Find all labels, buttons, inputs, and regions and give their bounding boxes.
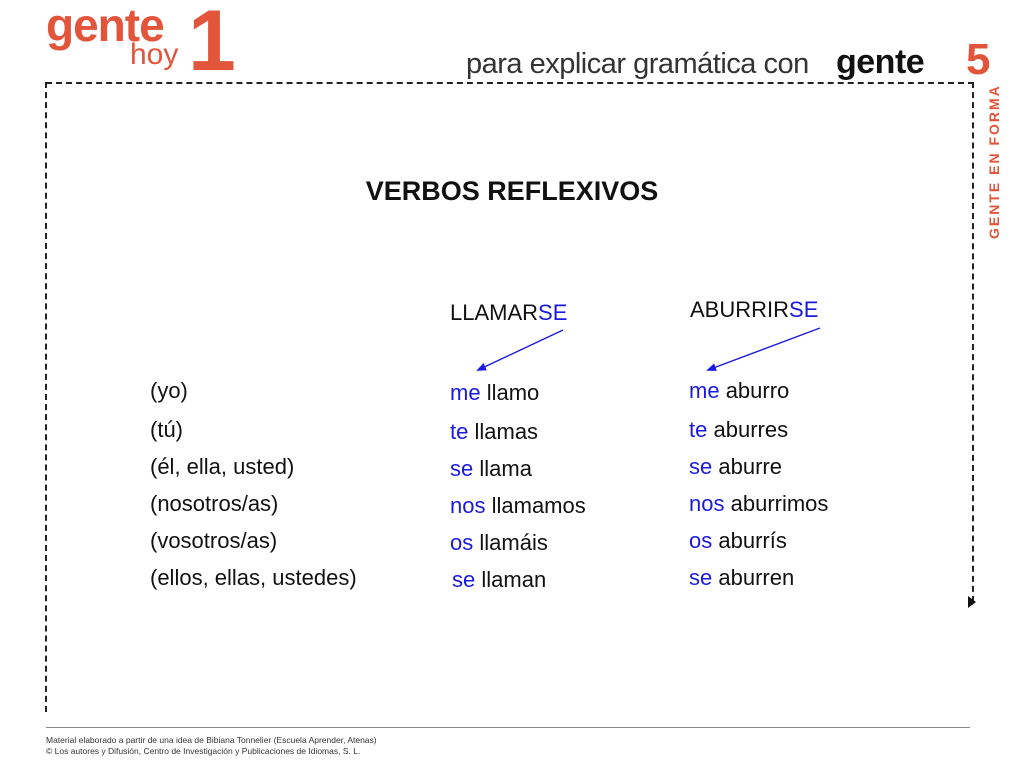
- pronoun-label: (vosotros/as): [150, 528, 278, 553]
- reflexive-pronoun: me: [689, 378, 720, 403]
- aburrirse-form: [689, 528, 787, 554]
- reflexive-pronoun: nos: [689, 491, 725, 516]
- conjugated-verb: llaman: [481, 567, 547, 592]
- pronoun-label: (yo): [150, 378, 188, 403]
- reflexive-pronoun: nos: [450, 493, 486, 518]
- llamarse-form: [452, 567, 546, 593]
- unit-number: 5: [966, 35, 991, 84]
- page-title: VERBOS REFLEXIVOS: [365, 176, 659, 206]
- conjugated-verb: aburren: [718, 565, 795, 590]
- llamarse-form: [450, 530, 548, 556]
- logo-gente: gente: [46, 0, 164, 51]
- logo-number: 1: [188, 0, 236, 89]
- reflexive-pronoun: me: [450, 380, 481, 405]
- aburrirse-form: [689, 491, 828, 517]
- conjugated-verb: aburro: [725, 378, 790, 403]
- verb-stem: LLAMAR: [450, 300, 539, 325]
- footer-credits: [46, 735, 377, 757]
- footer-divider: [46, 727, 970, 728]
- llamarse-form: [450, 419, 538, 445]
- pronoun-label: (nosotros/as): [150, 491, 279, 516]
- logo-hoy: hoy: [130, 38, 179, 71]
- aburrirse-form: [689, 454, 782, 480]
- aburrirse-form: [689, 565, 794, 591]
- conjugated-verb: aburrimos: [730, 491, 829, 516]
- reflexive-pronoun: se: [452, 567, 476, 592]
- conjugated-verb: llamamos: [491, 493, 586, 518]
- reflexive-pronoun: te: [689, 417, 708, 442]
- conjugated-verb: llama: [479, 456, 532, 481]
- aburrirse-form: [689, 417, 788, 443]
- reflexive-pronoun: os: [450, 530, 474, 555]
- arrow-llamarse: [478, 330, 563, 370]
- conjugated-verb: aburrís: [718, 528, 787, 553]
- conjugated-verb: llamas: [474, 419, 539, 444]
- conjugated-verb: aburres: [713, 417, 789, 442]
- conjugated-verb: aburre: [718, 454, 782, 479]
- pronoun-label: (ellos, ellas, ustedes): [150, 565, 357, 590]
- reflexive-pronoun: se: [450, 456, 474, 481]
- verb-stem: ABURRIR: [690, 297, 790, 322]
- side-section-label: GENTE EN FORMA: [986, 84, 1002, 239]
- footer-line-2: © Los autores y Difusión, Centro de Investigación y Publicaciones de Idiomas, S. L.: [46, 746, 361, 756]
- header-tagline-brand: gente: [836, 43, 925, 81]
- header-tagline: para explicar gramática con: [466, 48, 809, 80]
- reflexive-pronoun: se: [689, 565, 713, 590]
- llamarse-form: [450, 456, 532, 482]
- pronoun-label: (él, ella, usted): [150, 454, 295, 479]
- reflexive-pronoun: te: [450, 419, 469, 444]
- llamarse-form: [450, 380, 539, 406]
- pronoun-label: (tú): [150, 417, 183, 442]
- verb-suffix: SE: [538, 300, 568, 325]
- conjugated-verb: llamo: [486, 380, 540, 405]
- aburrirse-form: [689, 378, 789, 404]
- reflexive-pronoun: os: [689, 528, 713, 553]
- verb-suffix: SE: [789, 297, 819, 322]
- llamarse-form: [450, 493, 586, 519]
- conjugated-verb: llamáis: [479, 530, 548, 555]
- reflexive-pronoun: se: [689, 454, 713, 479]
- footer-line-1: Material elaborado a partir de una idea de Bibiana Tonnelier (Escuela Aprender, Atenas): [46, 735, 377, 745]
- arrow-aburrirse: [708, 328, 820, 370]
